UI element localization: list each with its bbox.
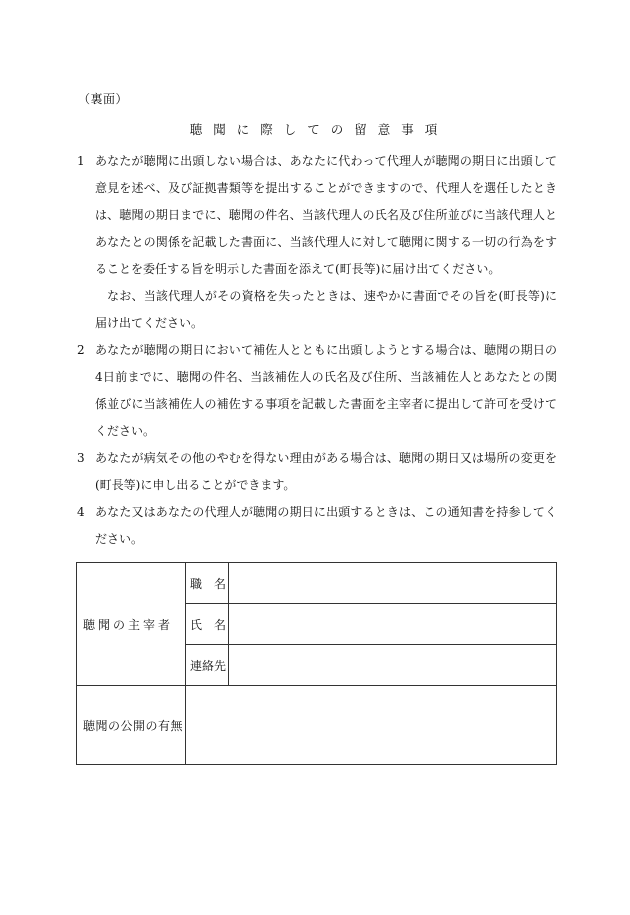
item-paragraph: あなたが聴聞の期日において補佐人とともに出頭しようとする場合は、聴聞の期日の4日前までに、聴聞の件名、当該補佐人の氏名及び住所、当該補佐人とあなたとの関係並びに当該補佐人の補佐する事項を記載した書面を主宰者に提出して許可を受けてください。 [95, 343, 557, 438]
item-number: 4 [77, 505, 85, 519]
contact-label-cell: 連絡先 [186, 645, 229, 686]
contact-value-cell[interactable] [229, 645, 557, 686]
item-paragraph: あなた又はあなたの代理人が聴聞の期日に出頭するときは、この通知書を持参してください。 [95, 505, 557, 546]
hearing-info-table [76, 562, 557, 765]
item-number: 3 [77, 451, 85, 465]
notice-item-1 [77, 148, 557, 337]
table-row [77, 686, 557, 765]
presider-header-cell: 聴聞の主宰者 [77, 563, 186, 686]
position-value-cell[interactable] [229, 563, 557, 604]
notice-item-2 [77, 337, 557, 445]
name-label-cell: 氏 名 [186, 604, 229, 645]
name-value-cell[interactable] [229, 604, 557, 645]
notice-item-3 [77, 445, 557, 499]
back-side-label: （裏面） [78, 92, 129, 106]
item-number: 2 [77, 343, 85, 357]
item-number: 1 [77, 154, 85, 168]
item-paragraph: あなたが聴聞に出頭しない場合は、あなたに代わって代理人が聴聞の期日に出頭して意見を述べ、及び証拠書類等を提出することができますので、代理人を選任したときは、聴聞の期日までに、聴聞の件名、当該代理人の氏名及び住所並びに当該代理人とあなたとの関係を記載した書面に、当該代理人に対して聴聞に関する一切の行為をすることを委任する旨を明示した書面を添えて(町長等)に届け出てください。 [95, 154, 557, 276]
notice-item-4 [77, 499, 557, 553]
item-paragraph: あなたが病気その他のやむを得ない理由がある場合は、聴聞の期日又は場所の変更を(町長等)に申し出ることができます。 [95, 451, 557, 492]
public-value-cell[interactable] [186, 686, 557, 765]
public-header-cell: 聴聞の公開の有無 [77, 686, 186, 765]
notice-items-list [77, 148, 557, 553]
position-label-cell: 職 名 [186, 563, 229, 604]
document-title: 聴聞に際しての留意事項 [189, 122, 449, 137]
table-row [77, 563, 557, 604]
item-paragraph: なお、当該代理人がその資格を失ったときは、速やかに書面でその旨を(町長等)に届け出てください。 [95, 289, 557, 330]
